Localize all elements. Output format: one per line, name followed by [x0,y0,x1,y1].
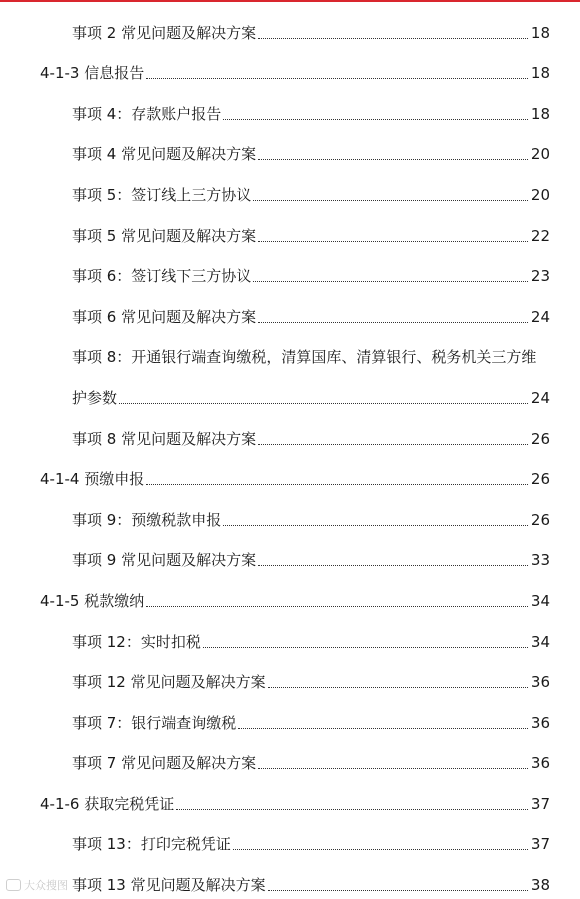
toc-entry-title: 事项 5 常见问题及解决方案 [72,226,257,245]
toc-entry[interactable] [0,286,580,327]
leader-dots [258,444,528,445]
toc-section-page: 18 [530,64,550,83]
toc-entry-title: 事项 9 常见问题及解决方案 [72,551,257,570]
toc-section-title: 4-1-4 预缴申报 [40,470,145,489]
toc-entry-title: 事项 8 常见问题及解决方案 [72,429,257,448]
toc-entry-page: 26 [530,429,550,448]
leader-dots [253,281,528,282]
toc-entry-title: 事项 4：存款账户报告 [72,104,222,123]
toc-section-page: 37 [530,794,550,813]
watermark-text: 大众搜图 [24,879,68,892]
toc-section-title: 4-1-6 获取完税凭证 [40,794,175,813]
toc-entry-title: 事项 6 常见问题及解决方案 [72,307,257,326]
leader-dots [223,119,528,120]
camera-icon [6,879,21,891]
toc-entry-title: 事项 12 常见问题及解决方案 [72,673,266,692]
toc-entry-page: 36 [530,673,550,692]
toc-entry-wrapped-second-line[interactable] [0,367,580,408]
leader-dots [258,241,528,242]
leader-dots [223,525,528,526]
toc-entry-page: 36 [530,754,550,773]
toc-entry-title: 事项 13 常见问题及解决方案 [72,876,266,895]
toc-section[interactable] [0,570,580,611]
toc-entry[interactable] [0,408,580,449]
toc-entry[interactable] [0,611,580,652]
toc-entry[interactable] [0,652,580,693]
leader-dots [258,38,528,39]
toc-entry-page: 24 [530,307,550,326]
leader-dots [258,768,528,769]
toc-entry-page: 18 [530,23,550,42]
toc-entry-page: 36 [530,713,550,732]
toc-entry-page: 26 [530,510,550,529]
leader-dots [203,647,528,648]
toc-entry-title: 事项 9：预缴税款申报 [72,510,222,529]
toc-entry[interactable] [0,814,580,855]
toc-entry[interactable] [0,854,580,895]
watermark [6,877,68,893]
toc-section[interactable] [0,43,580,84]
leader-dots [258,159,528,160]
leader-dots [238,728,528,729]
toc-entry-title: 事项 7：银行端查询缴税 [72,713,237,732]
toc-entry-title: 事项 5：签订线上三方协议 [72,185,252,204]
toc-entry-page: 22 [530,226,550,245]
toc-entry-page: 38 [530,876,550,895]
leader-dots [176,809,528,810]
toc-entry[interactable] [0,530,580,571]
toc-entry-page: 20 [530,145,550,164]
leader-dots [146,606,528,607]
leader-dots [253,200,528,201]
toc-entry-title: 事项 8：开通银行端查询缴税，清算国库、清算银行、税务机关三方维 [72,348,537,367]
toc-entry[interactable] [0,124,580,165]
toc-entry-wrapped-first-line[interactable] [0,327,580,368]
leader-dots [258,565,528,566]
leader-dots [268,890,528,891]
toc-entry[interactable] [0,164,580,205]
toc-entry[interactable] [0,489,580,530]
leader-dots [146,78,528,79]
toc-entry[interactable] [0,692,580,733]
toc-section-page: 34 [530,591,550,610]
toc-entry[interactable] [0,246,580,287]
toc-entry-title: 事项 4 常见问题及解决方案 [72,145,257,164]
leader-dots [258,322,528,323]
leader-dots [268,687,528,688]
toc-entry-page: 24 [530,388,550,407]
toc-entry-title: 事项 6：签订线下三方协议 [72,267,252,286]
leader-dots [119,403,528,404]
toc-entry-title: 事项 12：实时扣税 [72,632,201,651]
toc-entry-page: 18 [530,104,550,123]
toc-entry[interactable] [0,733,580,774]
toc-section-title: 4-1-3 信息报告 [40,64,145,83]
toc-entry-page: 37 [530,835,550,854]
toc-section[interactable] [0,449,580,490]
toc-entry-title: 事项 13：打印完税凭证 [72,835,231,854]
toc-entry[interactable] [0,205,580,246]
toc-section[interactable] [0,773,580,814]
toc-section-title: 4-1-5 税款缴纳 [40,591,145,610]
toc-entry-title: 护参数 [72,388,118,407]
toc-entry-title: 事项 7 常见问题及解决方案 [72,754,257,773]
leader-dots [146,484,528,485]
toc-entry-page: 23 [530,267,550,286]
table-of-contents [0,2,580,895]
leader-dots [233,849,528,850]
toc-section-page: 26 [530,470,550,489]
toc-entry[interactable] [0,83,580,124]
toc-entry[interactable] [0,2,580,43]
toc-entry-title: 事项 2 常见问题及解决方案 [72,23,257,42]
toc-entry-page: 34 [530,632,550,651]
toc-entry-page: 33 [530,551,550,570]
toc-entry-page: 20 [530,185,550,204]
